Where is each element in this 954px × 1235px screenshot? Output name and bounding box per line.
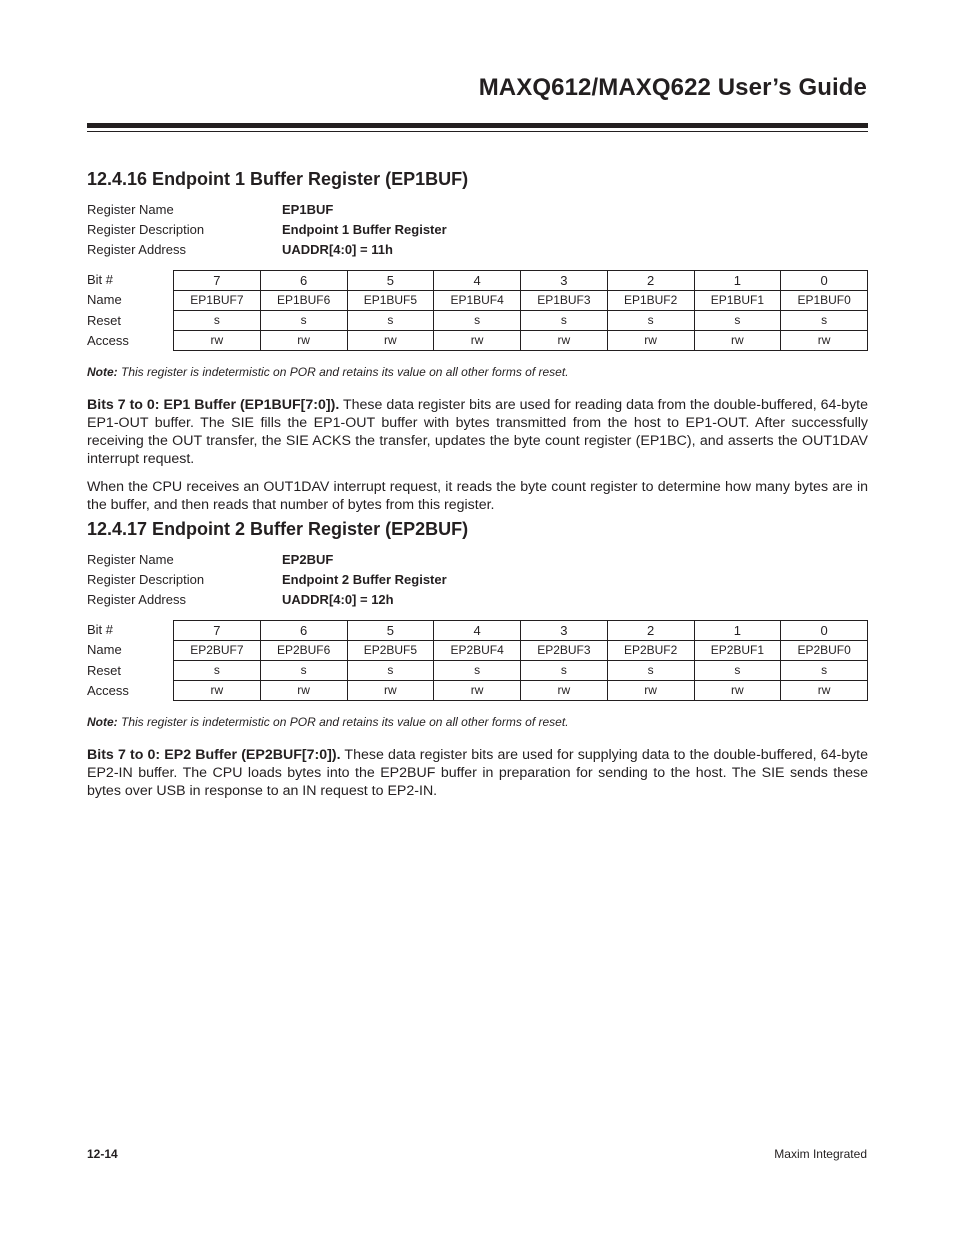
row-label-bit: Bit # xyxy=(87,622,114,637)
name-cell: EP2BUF3 xyxy=(521,641,608,661)
access-cell: rw xyxy=(434,681,521,701)
header-rule-thin xyxy=(87,131,868,132)
meta-label: Register Name xyxy=(87,202,174,217)
bits-description-paragraph xyxy=(87,746,868,800)
name-cell: EP1BUF5 xyxy=(347,291,434,311)
reset-cell: s xyxy=(260,311,347,331)
bit-cell: 7 xyxy=(174,271,261,291)
reset-cell: s xyxy=(434,311,521,331)
meta-value: Endpoint 1 Buffer Register xyxy=(282,222,447,237)
reset-cell: s xyxy=(174,311,261,331)
meta-label: Register Address xyxy=(87,242,186,257)
bit-cell: 3 xyxy=(521,271,608,291)
meta-register-name xyxy=(87,200,868,220)
row-label-reset: Reset xyxy=(87,312,121,328)
row-label-reset: Reset xyxy=(87,662,121,678)
access-cell: rw xyxy=(607,331,694,351)
bit-cell: 1 xyxy=(694,271,781,291)
paragraph-text: When the CPU receives an OUT1DAV interrupt request, it reads the byte count register to determine how many bytes are in the buffer, and then reads that number of bytes from this register. xyxy=(87,479,868,513)
row-labels xyxy=(87,620,173,701)
access-cell: rw xyxy=(260,681,347,701)
meta-label: Register Name xyxy=(87,552,174,567)
paragraph-text: These data register bits are used for supplying data to the double-buffered, 64-byte EP2-IN buffer. The CPU loads bytes into the EP2BUF buffer in preparation for sending to the host. The SIE sends these bytes over USB in response to an IN request to EP2-IN. xyxy=(87,747,869,799)
name-cell: EP1BUF6 xyxy=(260,291,347,311)
register-bit-table xyxy=(87,270,868,352)
reset-cell: s xyxy=(607,661,694,681)
page-number: 12-14 xyxy=(87,1147,118,1161)
access-cell: rw xyxy=(607,681,694,701)
meta-register-description xyxy=(87,570,868,590)
bit-cell: 2 xyxy=(607,621,694,641)
row-labels xyxy=(87,270,173,351)
reset-cell: s xyxy=(521,311,608,331)
name-cell: EP2BUF5 xyxy=(347,641,434,661)
bit-table xyxy=(173,620,868,701)
access-cell: rw xyxy=(781,331,868,351)
name-cell: EP1BUF3 xyxy=(521,291,608,311)
reset-cell: s xyxy=(347,311,434,331)
meta-value: EP1BUF xyxy=(282,202,334,217)
meta-register-address xyxy=(87,590,868,610)
access-cell: rw xyxy=(347,681,434,701)
section-heading: 12.4.17 Endpoint 2 Buffer Register (EP2BUF) xyxy=(87,519,469,539)
meta-label: Register Description xyxy=(87,572,205,587)
meta-label: Register Description xyxy=(87,222,205,237)
note-label: Note: xyxy=(87,365,118,379)
meta-register-name xyxy=(87,550,868,570)
header-rule-thick xyxy=(87,123,868,128)
access-cell: rw xyxy=(521,681,608,701)
name-cell: EP2BUF1 xyxy=(694,641,781,661)
bit-access-row xyxy=(174,331,868,351)
name-cell: EP2BUF2 xyxy=(607,641,694,661)
bit-cell: 4 xyxy=(434,271,521,291)
access-cell: rw xyxy=(694,681,781,701)
paragraph-lead: Bits 7 to 0: EP2 Buffer (EP2BUF[7:0]). xyxy=(87,747,341,763)
access-cell: rw xyxy=(434,331,521,351)
section-ep1buf xyxy=(87,168,868,514)
bit-cell: 6 xyxy=(260,271,347,291)
row-label-name: Name xyxy=(87,292,122,308)
register-note xyxy=(87,364,868,380)
register-note xyxy=(87,714,868,730)
meta-register-description xyxy=(87,220,868,240)
meta-label: Register Address xyxy=(87,592,186,607)
reset-cell: s xyxy=(347,661,434,681)
document-title: MAXQ612/MAXQ622 User’s Guide xyxy=(478,74,867,101)
name-cell: EP1BUF4 xyxy=(434,291,521,311)
reset-cell: s xyxy=(434,661,521,681)
name-cell: EP1BUF0 xyxy=(781,291,868,311)
bits-description-paragraph xyxy=(87,396,868,468)
company-name: Maxim Integrated xyxy=(774,1147,867,1161)
access-cell: rw xyxy=(521,331,608,351)
name-cell: EP2BUF4 xyxy=(434,641,521,661)
bit-cell: 0 xyxy=(781,621,868,641)
access-cell: rw xyxy=(347,331,434,351)
bit-name-row xyxy=(174,291,868,311)
reset-cell: s xyxy=(521,661,608,681)
row-label-access: Access xyxy=(87,682,129,698)
note-text: This register is indetermistic on POR and retains its value on all other forms of reset. xyxy=(117,715,569,729)
bit-cell: 5 xyxy=(347,271,434,291)
register-bit-table xyxy=(87,620,868,702)
access-cell: rw xyxy=(174,331,261,351)
section-ep2buf xyxy=(87,518,868,800)
note-label: Note: xyxy=(87,715,118,729)
bit-table xyxy=(173,270,868,351)
access-cell: rw xyxy=(174,681,261,701)
name-cell: EP2BUF6 xyxy=(260,641,347,661)
name-cell: EP2BUF0 xyxy=(781,641,868,661)
reset-cell: s xyxy=(694,661,781,681)
reset-cell: s xyxy=(781,661,868,681)
row-label-name: Name xyxy=(87,642,122,658)
bit-cell: 1 xyxy=(694,621,781,641)
reset-cell: s xyxy=(694,311,781,331)
paragraph-text: These data register bits are used for reading data from the double-buffered, 64-byte EP1-OUT buffer. The SIE fills the EP1-OUT buffer with bytes transmitted from the host to EP1-OUT. After successfully receiving the OUT transfer, the SIE ACKS the transfer, updates the byte count register (EP1BC), and asserts the OUT1DAV interrupt request. xyxy=(87,397,868,467)
row-label-access: Access xyxy=(87,332,129,348)
bit-number-row xyxy=(174,271,868,291)
meta-value: Endpoint 2 Buffer Register xyxy=(282,572,447,587)
name-cell: EP2BUF7 xyxy=(174,641,261,661)
reset-cell: s xyxy=(174,661,261,681)
section-heading: 12.4.16 Endpoint 1 Buffer Register (EP1BUF) xyxy=(87,169,469,189)
meta-value: UADDR[4:0] = 11h xyxy=(282,242,393,257)
name-cell: EP1BUF7 xyxy=(174,291,261,311)
note-text: This register is indetermistic on POR and retains its value on all other forms of reset. xyxy=(117,365,569,379)
reset-cell: s xyxy=(781,311,868,331)
meta-register-address xyxy=(87,240,868,260)
bit-cell: 2 xyxy=(607,271,694,291)
bit-cell: 0 xyxy=(781,271,868,291)
reset-cell: s xyxy=(607,311,694,331)
reset-cell: s xyxy=(260,661,347,681)
bit-cell: 6 xyxy=(260,621,347,641)
paragraph-lead: Bits 7 to 0: EP1 Buffer (EP1BUF[7:0]). xyxy=(87,397,340,413)
row-label-bit: Bit # xyxy=(87,272,114,287)
access-cell: rw xyxy=(260,331,347,351)
bit-access-row xyxy=(174,681,868,701)
bit-reset-row xyxy=(174,661,868,681)
bit-reset-row xyxy=(174,311,868,331)
body-paragraph xyxy=(87,478,868,514)
access-cell: rw xyxy=(694,331,781,351)
bit-cell: 5 xyxy=(347,621,434,641)
bit-cell: 4 xyxy=(434,621,521,641)
access-cell: rw xyxy=(781,681,868,701)
bit-cell: 7 xyxy=(174,621,261,641)
name-cell: EP1BUF2 xyxy=(607,291,694,311)
meta-value: UADDR[4:0] = 12h xyxy=(282,592,394,607)
meta-value: EP2BUF xyxy=(282,552,334,567)
bit-number-row xyxy=(174,621,868,641)
bit-cell: 3 xyxy=(521,621,608,641)
bit-name-row xyxy=(174,641,868,661)
name-cell: EP1BUF1 xyxy=(694,291,781,311)
